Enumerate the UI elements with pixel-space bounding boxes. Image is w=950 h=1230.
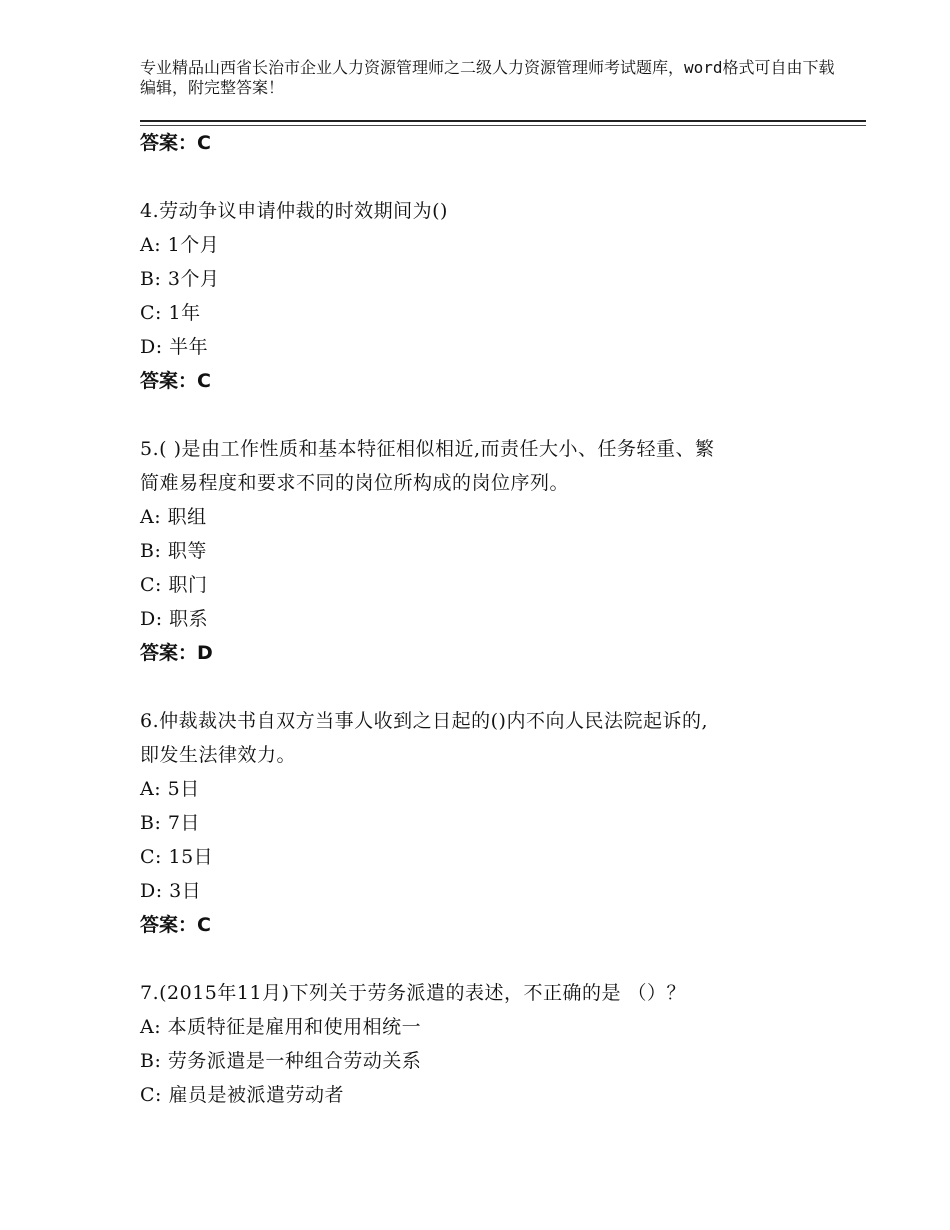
- document-header: 专业精品山西省长治市企业人力资源管理师之二级人力资源管理师考试题库，word格式可自由下载编辑，附完整答案！: [140, 58, 835, 97]
- question-line: 6.仲裁裁决书自双方当事人收到之日起的()内不向人民法院起诉的,: [140, 710, 708, 732]
- question-4: [140, 194, 820, 398]
- question-line: 7.(2015年11月)下列关于劳务派遣的表述，不正确的是 （）？: [140, 982, 687, 1004]
- answer-label: 答案：C: [140, 914, 211, 936]
- question-line: 5.( )是由工作性质和基本特征相似相近,而责任大小、任务轻重、繁: [140, 438, 715, 460]
- question-line: 即发生法律效力。: [140, 744, 297, 766]
- question-text: [140, 976, 820, 1010]
- option-b: B: 7日: [140, 812, 200, 834]
- question-5: [140, 432, 820, 670]
- question-6: [140, 704, 820, 942]
- question-line: 简难易程度和要求不同的岗位所构成的岗位序列。: [140, 472, 570, 494]
- option-c: C: 雇员是被派遣劳动者: [140, 1084, 344, 1106]
- option-b: B: 3个月: [140, 268, 220, 290]
- option-c: C: 15日: [140, 846, 214, 868]
- option-a: A: 5日: [140, 778, 200, 800]
- option-b: B: 劳务派遣是一种组合劳动关系: [140, 1050, 422, 1072]
- question-text: [140, 432, 820, 500]
- option-a: A: 本质特征是雇用和使用相统一: [140, 1016, 422, 1038]
- question-line: 4.劳动争议申请仲裁的时效期间为(): [140, 200, 448, 222]
- answer-label: 答案：C: [140, 370, 211, 392]
- option-d: D: 半年: [140, 336, 209, 358]
- option-a: A: 职组: [140, 506, 207, 528]
- question-7: [140, 976, 820, 1112]
- question-list: [140, 126, 820, 1112]
- header-rule-thick: [140, 120, 866, 122]
- answer-label: 答案：C: [140, 132, 211, 154]
- option-b: B: 职等: [140, 540, 207, 562]
- answer-label: 答案：D: [140, 642, 213, 664]
- option-a: A: 1个月: [140, 234, 220, 256]
- option-d: D: 3日: [140, 880, 202, 902]
- question-text: [140, 194, 820, 228]
- option-c: C: 职门: [140, 574, 208, 596]
- option-d: D: 职系: [140, 608, 209, 630]
- option-c: C: 1年: [140, 302, 201, 324]
- question-text: [140, 704, 820, 772]
